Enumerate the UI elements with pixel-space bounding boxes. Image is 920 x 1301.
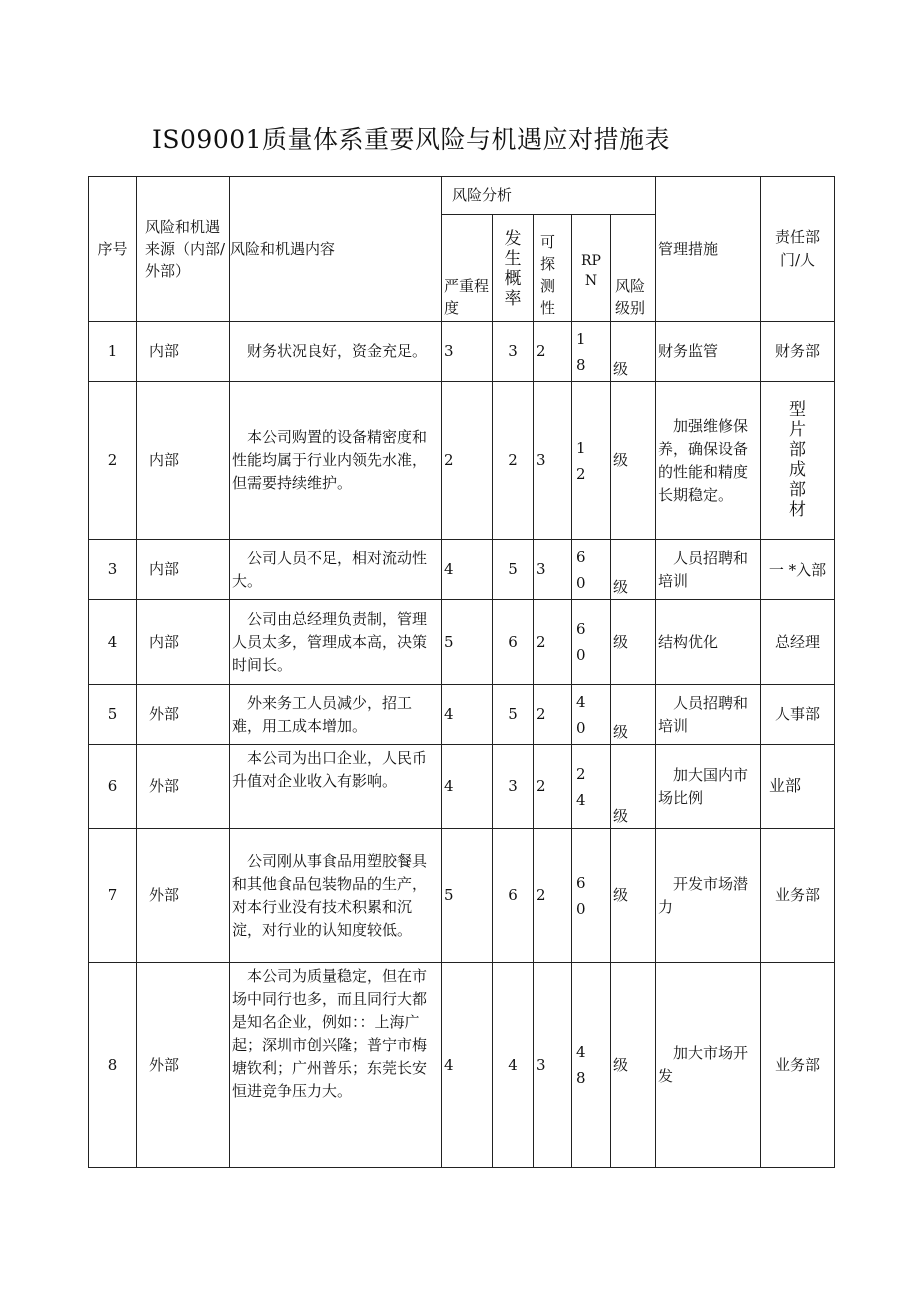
row-severity: 5 — [442, 600, 493, 685]
row-level: 级 — [611, 963, 656, 1168]
row-rpn: 40 — [572, 685, 611, 745]
row-level: 级 — [611, 745, 656, 829]
row-responsible: 型片部成部材 — [761, 382, 835, 540]
row-level: 级 — [611, 382, 656, 540]
row-rpn: 60 — [572, 540, 611, 600]
row-content: 公司由总经理负责制，管理人员太多，管理成本高，决策时间长。 — [230, 600, 442, 685]
row-source: 内部 — [137, 540, 230, 600]
row-probability: 5 — [493, 685, 534, 745]
row-detectability: 3 — [534, 540, 572, 600]
row-source: 内部 — [137, 382, 230, 540]
table-row — [89, 600, 835, 685]
row-source: 内部 — [137, 600, 230, 685]
row-rpn: 60 — [572, 829, 611, 963]
risk-table — [88, 176, 835, 1168]
row-measure: 人员招聘和培训 — [656, 685, 761, 745]
row-seq: 7 — [89, 829, 137, 963]
row-responsible: 业部 — [761, 745, 835, 829]
row-seq: 2 — [89, 382, 137, 540]
row-rpn: 24 — [572, 745, 611, 829]
row-detectability: 2 — [534, 745, 572, 829]
row-level: 级 — [611, 600, 656, 685]
row-responsible: 业务部 — [761, 963, 835, 1168]
row-seq: 8 — [89, 963, 137, 1168]
row-responsible: 业务部 — [761, 829, 835, 963]
row-rpn: 48 — [572, 963, 611, 1168]
header-detectability: 可探测性 — [534, 215, 572, 322]
row-measure: 加大国内市场比例 — [656, 745, 761, 829]
row-severity: 4 — [442, 540, 493, 600]
row-content: 财务状况良好，资金充足。 — [230, 322, 442, 382]
row-level: 级 — [611, 322, 656, 382]
row-severity: 5 — [442, 829, 493, 963]
row-detectability: 2 — [534, 829, 572, 963]
row-severity: 4 — [442, 963, 493, 1168]
row-rpn: 18 — [572, 322, 611, 382]
row-seq: 5 — [89, 685, 137, 745]
row-seq: 6 — [89, 745, 137, 829]
table-row — [89, 963, 835, 1168]
row-level: 级 — [611, 540, 656, 600]
row-source: 外部 — [137, 963, 230, 1168]
row-rpn: 12 — [572, 382, 611, 540]
table-row — [89, 322, 835, 382]
row-content: 外来务工人员减少，招工难，用工成本增加。 — [230, 685, 442, 745]
row-source: 外部 — [137, 829, 230, 963]
table-row — [89, 382, 835, 540]
row-source: 内部 — [137, 322, 230, 382]
row-probability: 4 — [493, 963, 534, 1168]
row-measure: 开发市场潜力 — [656, 829, 761, 963]
row-content: 公司刚从事食品用塑胶餐具和其他食品包装物品的生产，对本行业没有技术积累和沉淀，对行业的认知度较低。 — [230, 829, 442, 963]
row-probability: 3 — [493, 745, 534, 829]
row-seq: 4 — [89, 600, 137, 685]
row-severity: 3 — [442, 322, 493, 382]
row-responsible: 总经理 — [761, 600, 835, 685]
row-probability: 6 — [493, 829, 534, 963]
row-severity: 4 — [442, 745, 493, 829]
header-probability: 发生概率 — [493, 215, 534, 322]
row-severity: 2 — [442, 382, 493, 540]
row-detectability: 3 — [534, 963, 572, 1168]
row-level: 级 — [611, 829, 656, 963]
row-source: 外部 — [137, 745, 230, 829]
row-probability: 6 — [493, 600, 534, 685]
table-row — [89, 540, 835, 600]
header-source: 风险和机遇来源（内部/外部） — [137, 177, 230, 322]
header-measures: 管理措施 — [656, 177, 761, 322]
header-level: 风险级别 — [611, 215, 656, 322]
table-row — [89, 829, 835, 963]
row-rpn: 60 — [572, 600, 611, 685]
row-probability: 5 — [493, 540, 534, 600]
row-source: 外部 — [137, 685, 230, 745]
row-seq: 3 — [89, 540, 137, 600]
row-detectability: 2 — [534, 322, 572, 382]
row-responsible: 财务部 — [761, 322, 835, 382]
row-content: 本公司为质量稳定，但在市场中同行也多，而且同行大都是知名企业，例如：：上海广起；深圳市创兴隆；普宁市梅塘钦利；广州普乐；东莞长安恒进竞争压力大。 — [230, 963, 442, 1168]
row-detectability: 2 — [534, 685, 572, 745]
table-row — [89, 685, 835, 745]
row-measure: 人员招聘和培训 — [656, 540, 761, 600]
header-severity: 严重程度 — [442, 215, 493, 322]
table-row — [89, 745, 835, 829]
row-measure: 结构优化 — [656, 600, 761, 685]
row-probability: 3 — [493, 322, 534, 382]
header-content: 风险和机遇内容 — [230, 177, 442, 322]
row-detectability: 3 — [534, 382, 572, 540]
row-responsible: 一 *入部 — [761, 540, 835, 600]
row-detectability: 2 — [534, 600, 572, 685]
row-measure: 加大市场开发 — [656, 963, 761, 1168]
header-rpn: RPN — [572, 215, 611, 322]
row-level: 级 — [611, 685, 656, 745]
row-content: 公司人员不足，相对流动性大。 — [230, 540, 442, 600]
row-seq: 1 — [89, 322, 137, 382]
row-responsible: 人事部 — [761, 685, 835, 745]
row-measure: 财务监管 — [656, 322, 761, 382]
header-risk-analysis: 风险分析 — [442, 177, 656, 215]
row-severity: 4 — [442, 685, 493, 745]
header-row-1 — [89, 177, 835, 215]
document-title: IS09001质量体系重要风险与机遇应对措施表 — [152, 125, 671, 154]
row-content: 本公司为出口企业，人民币升值对企业收入有影响。 — [230, 745, 442, 829]
row-probability: 2 — [493, 382, 534, 540]
header-responsible: 责任部门/人 — [761, 177, 835, 322]
row-measure: 加强维修保养，确保设备的性能和精度长期稳定。 — [656, 382, 761, 540]
row-content: 本公司购置的设备精密度和性能均属于行业内领先水准，但需要持续维护。 — [230, 382, 442, 540]
header-seq: 序号 — [89, 177, 137, 322]
